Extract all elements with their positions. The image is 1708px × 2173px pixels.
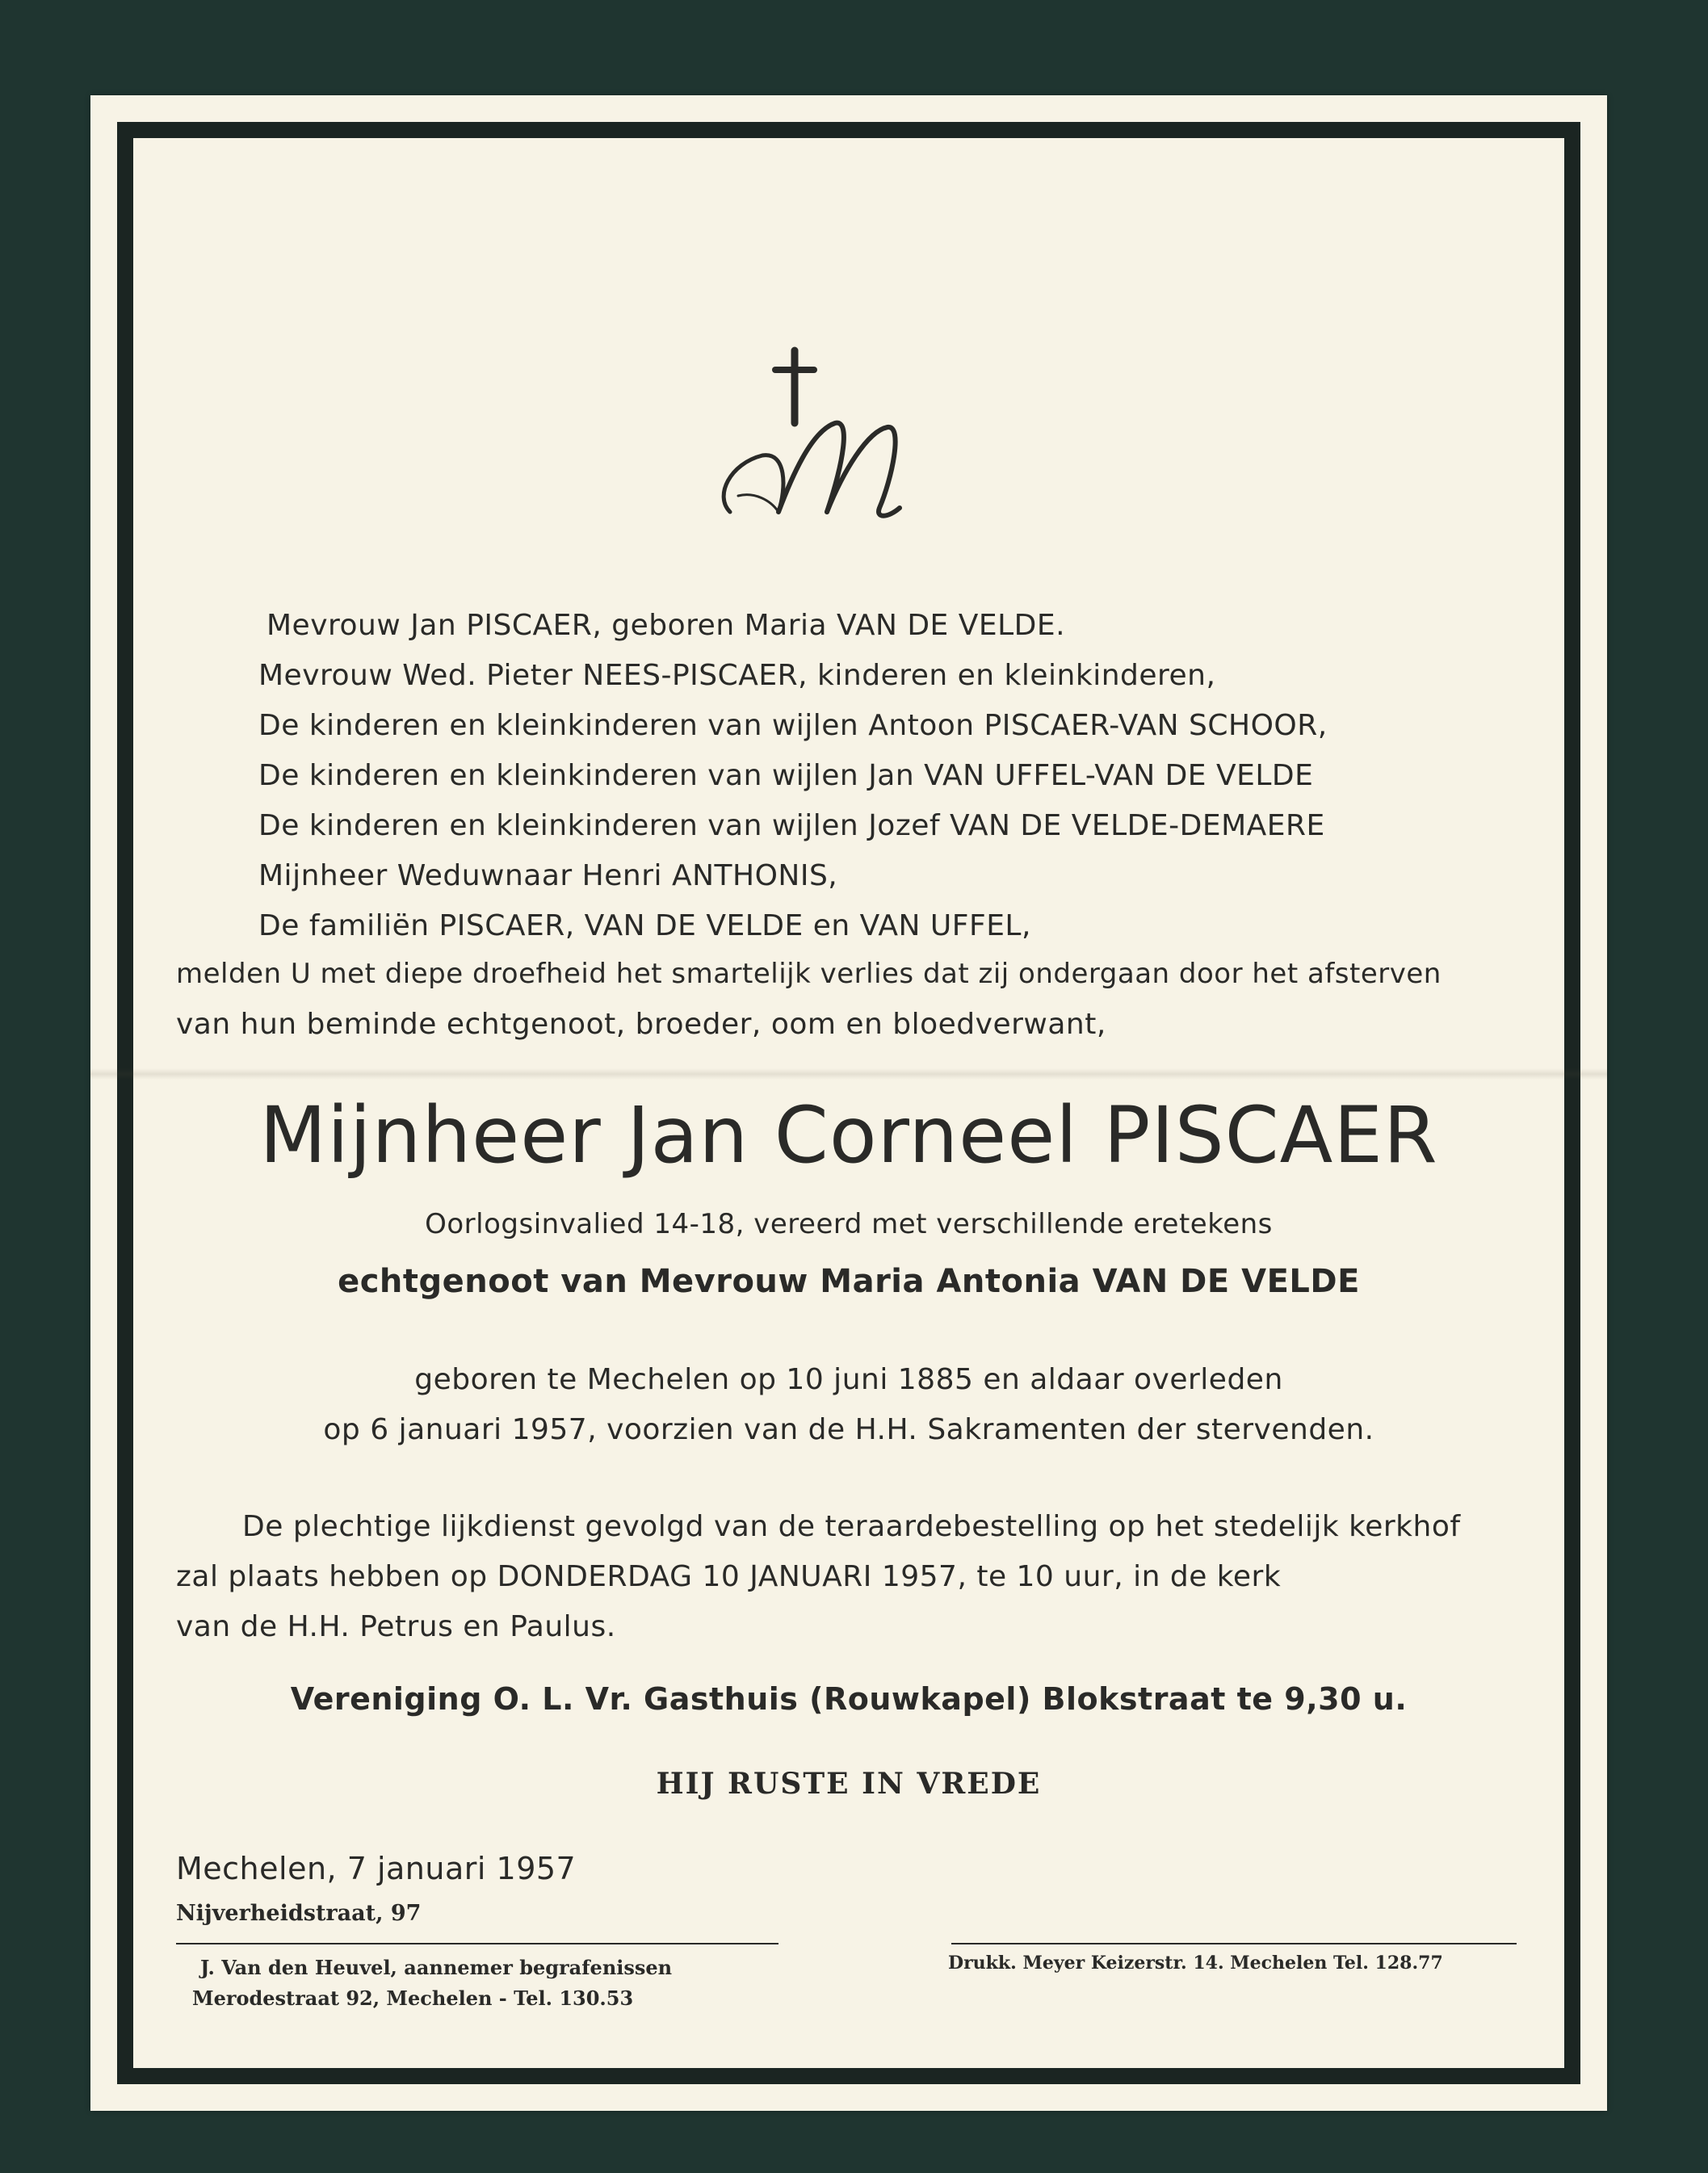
rest-in-peace: HIJ RUSTE IN VREDE <box>656 1767 1042 1801</box>
intro-line-7: De familiën PISCAER, VAN DE VELDE en VAN UFFEL, <box>258 909 1031 942</box>
message-line-1: melden U met diepe droefheid het smartelijk verlies dat zij ondergaan door het afsterven <box>176 958 1442 990</box>
service-line-1: De plechtige lijkdienst gevolgd van de teraardebestelling op het stedelijk kerkhof <box>242 1510 1461 1543</box>
printer-rule <box>951 1943 1517 1944</box>
paper-fold-crease <box>90 1068 1607 1080</box>
spouse-line: echtgenoot van Mevrouw Maria Antonia VAN DE VELDE <box>338 1263 1360 1300</box>
intro-line-5: De kinderen en kleinkinderen van wijlen Jozef VAN DE VELDE-DEMAERE <box>258 809 1325 842</box>
mourning-card <box>90 95 1607 2111</box>
place-date: Mechelen, 7 januari 1957 <box>176 1851 577 1886</box>
intro-line-2: Mevrouw Wed. Pieter NEES-PISCAER, kinderen en kleinkinderen, <box>258 659 1216 692</box>
cross-monogram-icon <box>706 334 908 536</box>
home-address: Nijverheidstraat, 97 <box>176 1901 422 1926</box>
message-line-2: van hun beminde echtgenoot, broeder, oom en bloedverwant, <box>176 1008 1106 1041</box>
birth-line-1: geboren te Mechelen op 10 juni 1885 en aldaar overleden <box>414 1363 1283 1396</box>
printer-line: Drukk. Meyer Keizerstr. 14. Mechelen Tel. 128.77 <box>948 1953 1443 1974</box>
undertaker-line-1: J. Van den Heuvel, aannemer begrafenissen <box>200 1956 673 1979</box>
intro-line-6: Mijnheer Weduwnaar Henri ANTHONIS, <box>258 859 838 892</box>
deceased-name: Mijnheer Jan Corneel PISCAER <box>259 1090 1438 1181</box>
distinction-line: Oorlogsinvalied 14-18, vereerd met verschillende eretekens <box>425 1208 1273 1240</box>
service-line-2: zal plaats hebben op DONDERDAG 10 JANUARI 1957, te 10 uur, in de kerk <box>176 1560 1282 1593</box>
gathering-line: Vereniging O. L. Vr. Gasthuis (Rouwkapel) Blokstraat te 9,30 u. <box>290 1681 1408 1717</box>
undertaker-rule <box>176 1943 778 1944</box>
intro-line-3: De kinderen en kleinkinderen van wijlen Antoon PISCAER-VAN SCHOOR, <box>258 709 1328 742</box>
intro-line-4: De kinderen en kleinkinderen van wijlen Jan VAN UFFEL-VAN DE VELDE <box>258 759 1314 792</box>
birth-line-2: op 6 januari 1957, voorzien van de H.H. Sakramenten der stervenden. <box>323 1413 1374 1446</box>
intro-line-1: Mevrouw Jan PISCAER, geboren Maria VAN DE VELDE. <box>266 609 1066 642</box>
undertaker-line-2: Merodestraat 92, Mechelen - Tel. 130.53 <box>192 1986 634 2010</box>
service-line-3: van de H.H. Petrus en Paulus. <box>176 1610 616 1643</box>
